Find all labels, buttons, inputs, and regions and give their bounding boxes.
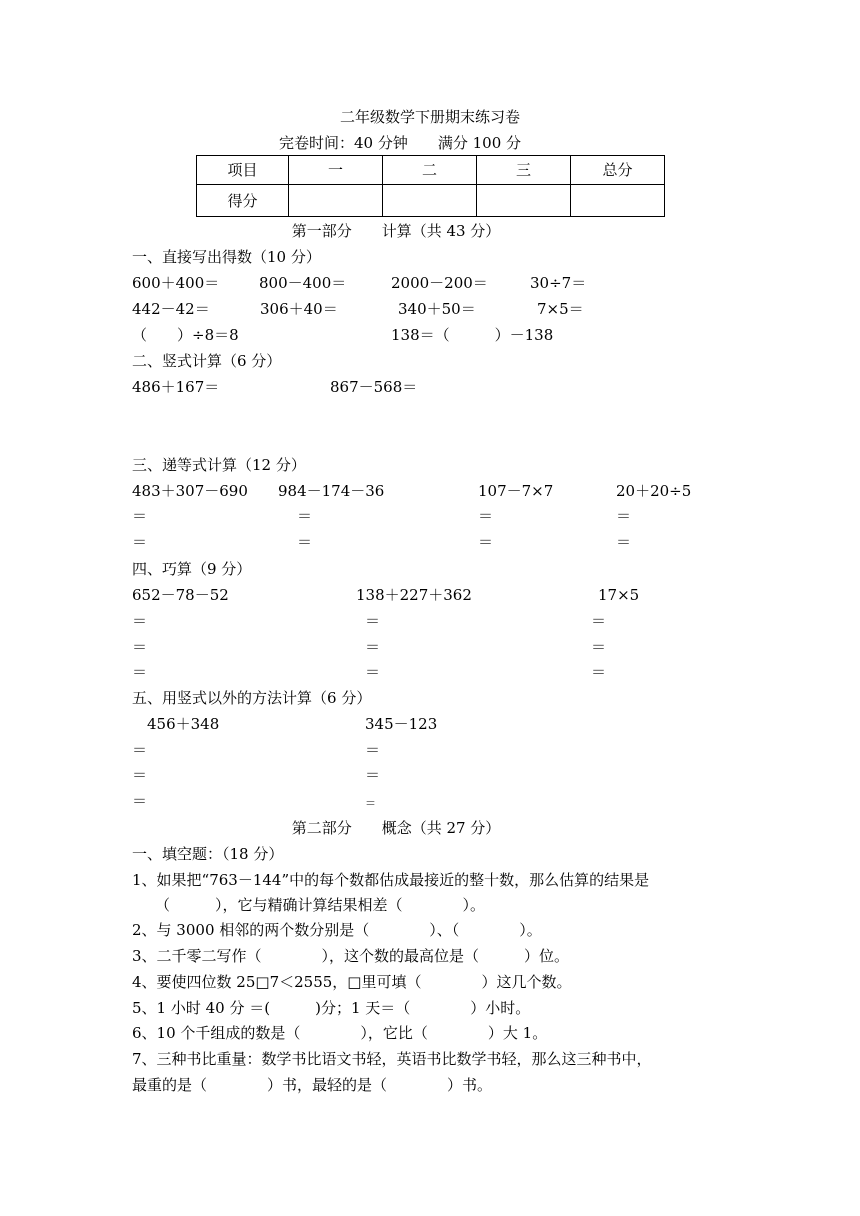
fill-question: 3、二千零二写作（ ），这个数的最高位是（ ）位。 [132,947,570,965]
equals-sign: ＝ [616,507,632,525]
equals-sign: ＝ [591,638,607,656]
page-title: 二年级数学下册期末练习卷 [339,108,521,126]
problem: 442－42＝ [132,300,210,318]
equals-sign: ＝ [591,612,607,630]
exam-info: 完卷时间：40 分钟 满分 100 分 [278,134,522,152]
score-cell[interactable] [477,185,571,217]
problem: 30÷7＝ [530,274,587,292]
problem: 20＋20÷5 [616,482,692,500]
problem: 486＋167＝ [132,378,220,396]
equals-sign: ＝ [365,663,381,681]
equals-sign: ＝ [132,741,148,759]
problem: 483＋307－690 [132,482,248,500]
score-row-label: 得分 [197,185,289,217]
score-table-row [197,185,665,217]
problem: 2000－200＝ [391,274,488,292]
equals-sign: ＝ [132,612,148,630]
fill-question: 7、三种书比重量：数学书比语文书轻，英语书比数学书轻，那么这三种书中， [132,1050,652,1068]
fill-question: 5、1 小时 40 分 ＝( )分；1 天＝（ ）小时。 [132,999,531,1017]
fill-question: （ ），它与精确计算结果相差（ ）。 [155,896,486,914]
equals-sign: ＝ [365,766,381,784]
equals-sign: ＝ [365,741,381,759]
equals-sign: ＝ [297,507,313,525]
equals-sign: ＝ [132,533,148,551]
score-cell[interactable] [571,185,665,217]
problem: 138＋227＋362 [356,586,472,604]
part2-title: 第二部分 概念（共 27 分） [291,819,501,837]
problem: 600＋400＝ [132,274,220,292]
score-table-header: 二 [383,156,477,185]
problem: 138＝（ ）－138 [391,326,554,344]
fill-question: 2、与 3000 相邻的两个数分别是（ ）、（ ）。 [132,921,542,939]
problem: （ ）÷8＝8 [132,326,239,344]
part1-title: 第一部分 计算（共 43 分） [291,222,501,240]
score-table-header-row [197,156,665,185]
score-table-header: 项目 [197,156,289,185]
equals-sign: ＝ [132,792,148,810]
section-title: 二、竖式计算（6 分） [132,352,282,370]
score-table-header: 三 [477,156,571,185]
score-cell[interactable] [289,185,383,217]
equals-sign: ＝ [591,663,607,681]
score-table-header: 一 [289,156,383,185]
fill-question: 1、如果把“763－144”中的每个数都估成最接近的整十数，那么估算的结果是 [132,871,650,889]
equals-sign: ＝ [132,507,148,525]
equals-sign: ＝ [365,612,381,630]
problem: 867－568＝ [330,378,418,396]
equals-sign: ＝ [616,533,632,551]
fill-question: 6、10 个千组成的数是（ ），它比（ ）大 1。 [132,1024,548,1042]
equals-sign: ＝ [132,638,148,656]
problem: 340＋50＝ [398,300,476,318]
fill-question: 4、要使四位数 25□7＜2555，□里可填（ ）这几个数。 [132,973,572,991]
problem: 107－7×7 [478,482,554,500]
equals-sign: ＝ [132,663,148,681]
section-title: 五、用竖式以外的方法计算（6 分） [132,689,372,707]
equals-sign: ＝ [365,638,381,656]
score-cell[interactable] [383,185,477,217]
problem: 800－400＝ [259,274,347,292]
section-title: 四、巧算（9 分） [132,560,252,578]
equals-sign: ＝ [132,766,148,784]
problem: 456＋348 [147,715,220,733]
problem: 306＋40＝ [260,300,338,318]
problem: 17×5 [598,586,640,604]
problem: 7×5＝ [537,300,584,318]
section-title: 一、填空题：（18 分） [132,845,284,863]
score-table-header: 总分 [571,156,665,185]
equals-sign: ＝ [297,533,313,551]
section-title: 三、递等式计算（12 分） [132,456,306,474]
equals-sign: ＝ [478,533,494,551]
score-table [196,155,665,217]
section-title: 一、直接写出得数（10 分） [132,248,321,266]
problem: 345－123 [365,715,438,733]
fill-question: 最重的是（ ）书，最轻的是（ ）书。 [132,1076,493,1094]
problem: 652－78－52 [132,586,229,604]
equals-sign: ＝ [365,797,376,810]
problem: 984－174－36 [278,482,385,500]
equals-sign: ＝ [478,507,494,525]
